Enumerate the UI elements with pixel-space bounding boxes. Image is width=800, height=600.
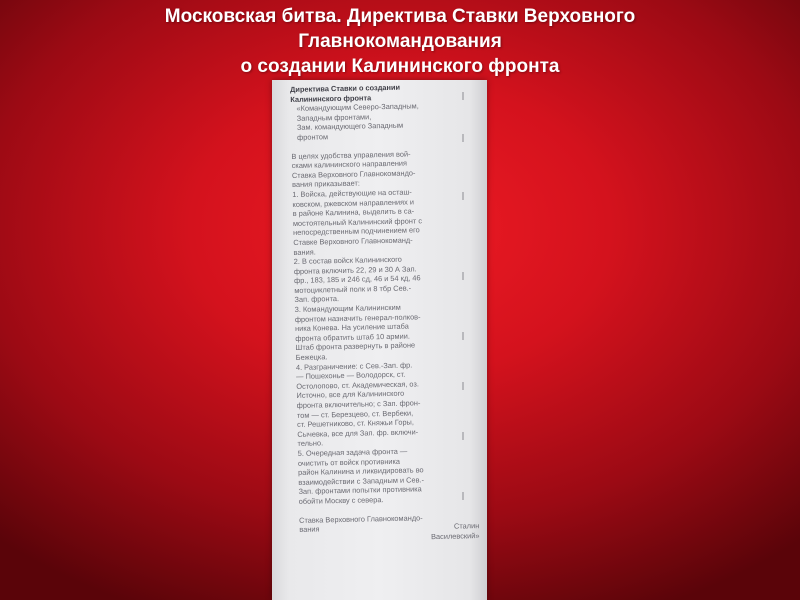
directive-document-text <box>290 81 480 544</box>
document-heading-line: Директива Ставки о создании <box>290 82 401 94</box>
body-line: ника Конева. На усиление штаба <box>295 321 409 334</box>
body-line: взаимодействии с Западным и Сев.- <box>298 475 425 487</box>
body-line: вания. <box>293 246 316 257</box>
body-line: ст. Решетниково, ст. Княжьи Горы, <box>297 417 414 430</box>
document-addressee <box>290 100 471 142</box>
body-line: сками калининского направления <box>291 158 408 171</box>
body-line: обойти Москву с севера. <box>298 495 384 506</box>
edge-tick-mark <box>462 332 464 340</box>
body-line: 3. Командующим Калининским <box>294 302 401 315</box>
body-line: Ставка Верховного Главнокомандо- <box>291 168 416 180</box>
addressee-line: «Командующим Северо-Западным, <box>296 101 419 114</box>
exhibit-document-panel <box>272 80 487 600</box>
body-line: Зап. фронтами попытки противника <box>298 484 422 497</box>
edge-tick-mark <box>462 272 464 280</box>
panel-edge-marks <box>458 82 478 582</box>
body-line: Ставке Верховного Главнокоманд- <box>293 235 413 247</box>
body-line: фронтом назначить генерал-полков- <box>294 311 421 324</box>
body-line: 1. Войска, действующие на осташ- <box>292 187 412 199</box>
body-line: фронта включительно; с Зап. фрон- <box>296 398 421 410</box>
edge-tick-mark <box>462 92 464 100</box>
body-line: фронта включить 22, 29 и 30 А Зап. <box>293 264 417 276</box>
body-line: том — ст. Березцево, ст. Вербеки, <box>296 408 414 420</box>
signer-name: Василевский» <box>430 530 480 541</box>
edge-tick-mark <box>462 382 464 390</box>
edge-tick-mark <box>462 432 464 440</box>
edge-tick-mark <box>462 134 464 142</box>
body-line: Сычевка, все для Зап. фр. включи- <box>297 427 419 439</box>
signer-name: Сталин <box>453 521 480 531</box>
body-line: — Пошехонье — Володорск, ст. <box>296 369 406 382</box>
body-line: фр., 183, 185 и 246 сд, 46 и 54 кд, 46 <box>294 273 421 286</box>
body-line: Зап. фронта. <box>294 294 340 305</box>
body-line: 2. В состав войск Калининского <box>293 254 402 267</box>
body-line: фронта обратить штаб 10 армии. <box>295 331 410 343</box>
body-line: Источно, все для Калининского <box>296 389 405 401</box>
body-line: 5. Очередная задача фронта — <box>297 446 408 458</box>
document-body <box>291 148 478 507</box>
slide-title-line: Главнокомандования <box>298 31 502 52</box>
slide-title <box>0 4 800 79</box>
body-line: вания приказывает: <box>291 178 361 190</box>
addressee-line: фронтом <box>297 132 329 142</box>
signature-line: вания <box>299 524 320 535</box>
body-line: тельно. <box>297 438 324 449</box>
body-line: мотоциклетный полк и 8 тбр Сев.- <box>294 283 412 295</box>
edge-tick-mark <box>462 492 464 500</box>
body-line: в районе Калинина, выделить в са- <box>292 206 415 219</box>
body-line: очистить от войск противника <box>297 456 401 468</box>
body-line: Штаб фронта развернуть в районе <box>295 340 416 353</box>
slide-title-line: о создании Калининского фронта <box>240 56 560 77</box>
body-line: ковском, ржевском направлениях и <box>292 196 415 209</box>
document-heading-line: Калининского фронта <box>290 92 372 104</box>
body-line: Бежецка. <box>295 352 328 362</box>
body-line: район Калинина и ликвидировать во <box>298 465 424 478</box>
body-line: Остолопово, ст. Академическая, оз. <box>296 379 419 391</box>
body-line: мостоятельный Калининский фронт с <box>292 215 423 228</box>
edge-tick-mark <box>462 192 464 200</box>
document-signature <box>299 512 480 545</box>
signature-line: Ставка Верховного Главнокомандо- <box>299 512 423 525</box>
addressee-line: Зам. командующего Западным <box>296 121 404 133</box>
slide-title-line: Московская битва. Директива Ставки Верховного <box>164 6 636 27</box>
body-line: В целях удобства управления вой- <box>291 149 411 161</box>
body-line: 4. Разграничение: с Сев.-Зап. фр. <box>295 360 413 372</box>
addressee-line: Западным фронтами, <box>296 112 372 123</box>
body-line: непосредственным подчинением его <box>293 225 420 238</box>
